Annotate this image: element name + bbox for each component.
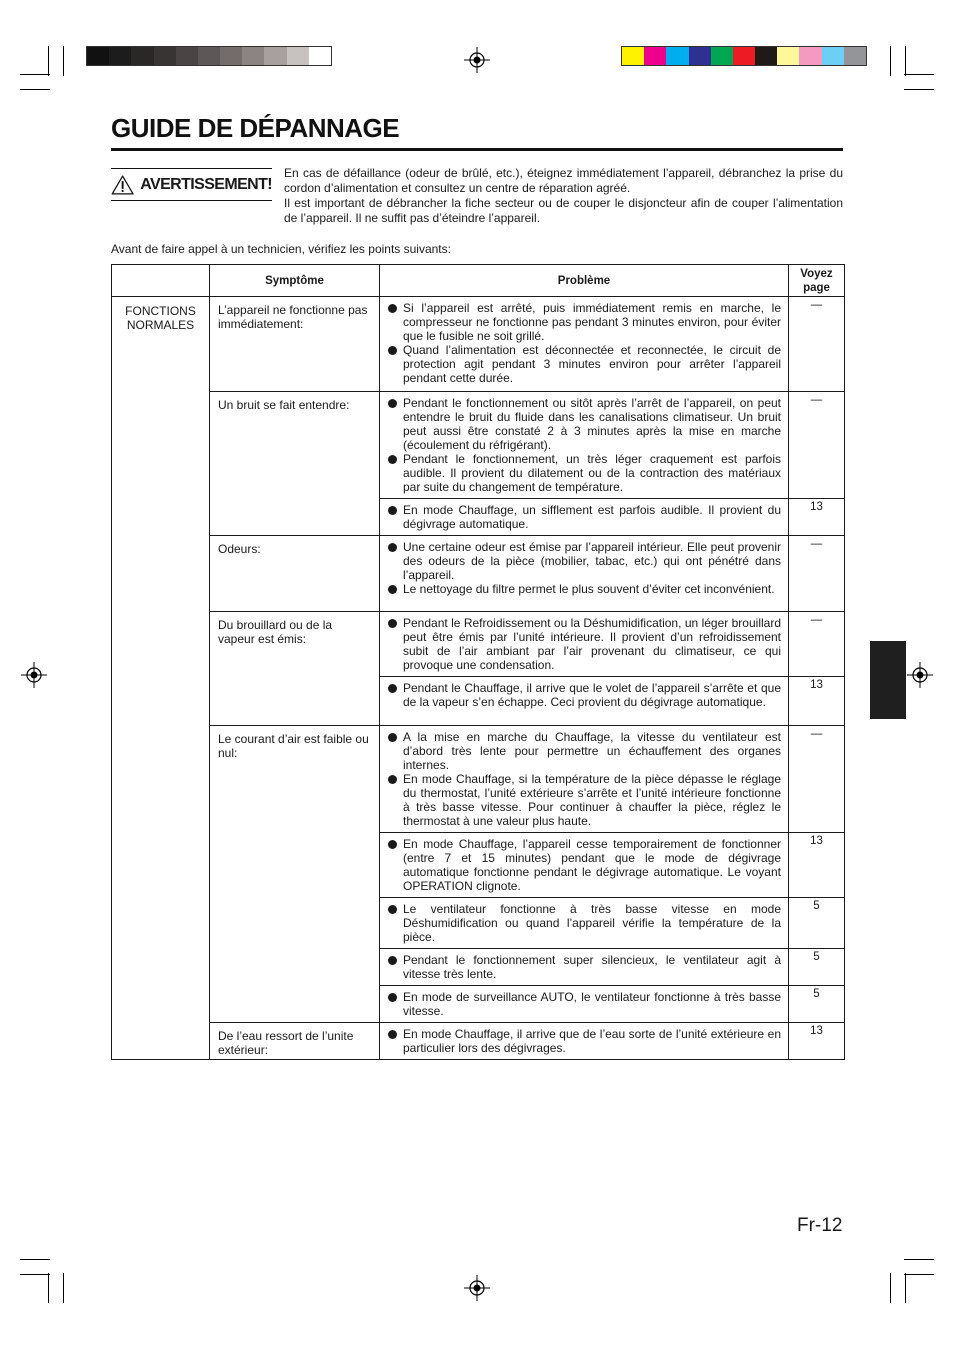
gray-swatch bbox=[220, 47, 242, 65]
problem-cell bbox=[380, 499, 789, 536]
registration-mark-icon bbox=[464, 1275, 490, 1301]
bullet-text: Quand l’alimentation est déconnectée et reconnectée, le circuit de protection agit pendant 3 minutes environ pour arrêter l’appareil pendant cette durée. bbox=[403, 343, 781, 385]
bullet-text: Pendant le fonctionnement super silencieux, le ventilateur agit à vitesse très lente. bbox=[403, 953, 781, 981]
section-tab bbox=[870, 641, 906, 719]
page-cell: — bbox=[789, 392, 845, 499]
color-swatch bbox=[733, 47, 755, 65]
color-swatch bbox=[689, 47, 711, 65]
bullet-icon bbox=[388, 304, 397, 313]
gray-swatch bbox=[176, 47, 198, 65]
color-swatch bbox=[844, 47, 866, 65]
cmyk-color-bar bbox=[621, 46, 867, 66]
page-cell: — bbox=[789, 297, 845, 392]
table-header-row bbox=[112, 265, 845, 297]
title-rule bbox=[111, 148, 843, 151]
gray-swatch bbox=[154, 47, 176, 65]
color-swatch bbox=[644, 47, 666, 65]
bullet-icon bbox=[388, 775, 397, 784]
problem-bullet bbox=[388, 396, 781, 452]
bullet-text: En mode Chauffage, il arrive que de l’eau sorte de l’unité extérieure en particulier lors des dégivrages. bbox=[403, 1027, 781, 1055]
problem-cell bbox=[380, 833, 789, 898]
bullet-icon bbox=[388, 455, 397, 464]
table-row bbox=[112, 392, 845, 499]
color-swatch bbox=[822, 47, 844, 65]
warning-paragraph: En cas de défaillance (odeur de brûlé, etc.), éteignez immédiatement l’appareil, débranchez la prise du cordon d’alimentation et consultez un centre de réparation agréé. bbox=[284, 166, 843, 195]
problem-bullet bbox=[388, 343, 781, 385]
symptom-cell: Odeurs: bbox=[210, 536, 380, 612]
page-cell: 5 bbox=[789, 949, 845, 986]
bullet-text: En mode Chauffage, si la température de la pièce dépasse le réglage du thermostat, l’unité extérieure s’arrête et l’unité intérieure fonctionne à très basse vitesse. Pour continuer à chauffer la pièce, réglez le thermostat à une valeur plus haute. bbox=[403, 772, 781, 828]
symptom-cell: L’appareil ne fonctionne pas immédiatement: bbox=[210, 297, 380, 392]
bullet-text: Si l’appareil est arrêté, puis immédiatement remis en marche, le compresseur ne fonctionne pas pendant 3 minutes environ, pour éviter que le fusible ne soit grillé. bbox=[403, 301, 781, 343]
problem-bullet bbox=[388, 990, 781, 1018]
table-row bbox=[112, 297, 845, 392]
bullet-text: En mode Chauffage, l’appareil cesse temporairement de fonctionner (entre 7 et 15 minutes) pendant que le mode de dégivrage automatique fonctionne pendant le dégivrage automatique. Le voyant OPERATION clignote. bbox=[403, 837, 781, 893]
color-swatch bbox=[711, 47, 733, 65]
bullet-icon bbox=[388, 346, 397, 355]
problem-cell bbox=[380, 898, 789, 949]
symptom-cell: Le courant d’air est faible ou nul: bbox=[210, 726, 380, 1023]
registration-mark-icon bbox=[21, 662, 47, 688]
page-cell: 5 bbox=[789, 986, 845, 1023]
table-row bbox=[112, 726, 845, 833]
gray-swatch bbox=[109, 47, 131, 65]
gray-swatch bbox=[242, 47, 264, 65]
problem-bullet bbox=[388, 681, 781, 709]
bullet-text: A la mise en marche du Chauffage, la vitesse du ventilateur est d’abord très lente pour permettre un échauffement des organes internes. bbox=[403, 730, 781, 772]
page-cell: 13 bbox=[789, 677, 845, 726]
bullet-text: Le ventilateur fonctionne à très basse vitesse en mode Déshumidification ou quand l’appareil vérifie la température de la pièce. bbox=[403, 902, 781, 944]
gray-swatch bbox=[309, 47, 331, 65]
page-cell: — bbox=[789, 726, 845, 833]
page-cell: 5 bbox=[789, 898, 845, 949]
problem-bullet bbox=[388, 1027, 781, 1055]
problem-bullet bbox=[388, 301, 781, 343]
category-label: FONCTIONS NORMALES bbox=[125, 304, 196, 332]
table-row bbox=[112, 536, 845, 612]
problem-cell bbox=[380, 612, 789, 677]
warning-text bbox=[284, 166, 843, 226]
problem-bullet bbox=[388, 452, 781, 494]
bullet-icon bbox=[388, 733, 397, 742]
problem-cell bbox=[380, 726, 789, 833]
color-swatch bbox=[666, 47, 688, 65]
bullet-text: En mode Chauffage, un sifflement est parfois audible. Il provient du dégivrage automatique. bbox=[403, 503, 781, 531]
problem-cell bbox=[380, 677, 789, 726]
header-symptom: Symptôme bbox=[210, 265, 380, 297]
color-swatch bbox=[755, 47, 777, 65]
gray-swatch bbox=[287, 47, 309, 65]
header-category bbox=[112, 265, 210, 297]
problem-cell bbox=[380, 949, 789, 986]
color-swatch bbox=[622, 47, 644, 65]
bullet-icon bbox=[388, 956, 397, 965]
symptom-cell: De l’eau ressort de l’unite extérieur: bbox=[210, 1023, 380, 1060]
problem-bullet bbox=[388, 582, 781, 596]
problem-bullet bbox=[388, 730, 781, 772]
bullet-text: Pendant le fonctionnement, un très léger craquement est parfois audible. Il provient du dilatement ou de la contraction des matériaux par suite du changement de température. bbox=[403, 452, 781, 494]
page-title: GUIDE DE DÉPANNAGE bbox=[111, 113, 400, 143]
page-cell: 13 bbox=[789, 1023, 845, 1060]
bullet-text: En mode de surveillance AUTO, le ventilateur fonctionne à très basse vitesse. bbox=[403, 990, 781, 1018]
bullet-text: Une certaine odeur est émise par l’appareil intérieur. Elle peut provenir des odeurs de la pièce (mobilier, tabac, etc.) qui ont pénétré dans l’appareil. bbox=[403, 540, 781, 582]
symptom-cell: Du brouillard ou de la vapeur est émis: bbox=[210, 612, 380, 726]
problem-bullet bbox=[388, 503, 781, 531]
bullet-icon bbox=[388, 840, 397, 849]
gray-swatch bbox=[131, 47, 153, 65]
page-number: Fr-12 bbox=[797, 1215, 843, 1236]
bullet-icon bbox=[388, 543, 397, 552]
problem-bullet bbox=[388, 772, 781, 828]
bullet-icon bbox=[388, 585, 397, 594]
warning-triangle-icon bbox=[111, 172, 134, 198]
category-cell bbox=[112, 297, 210, 1060]
page-cell: 13 bbox=[789, 833, 845, 898]
problem-bullet bbox=[388, 616, 781, 672]
header-problem: Problème bbox=[380, 265, 789, 297]
grayscale-color-bar bbox=[86, 46, 332, 66]
problem-cell bbox=[380, 1023, 789, 1060]
problem-cell bbox=[380, 536, 789, 612]
page-cell: — bbox=[789, 612, 845, 677]
bullet-icon bbox=[388, 506, 397, 515]
bullet-icon bbox=[388, 684, 397, 693]
color-swatch bbox=[777, 47, 799, 65]
gray-swatch bbox=[198, 47, 220, 65]
bullet-icon bbox=[388, 399, 397, 408]
symptom-cell: Un bruit se fait entendre: bbox=[210, 392, 380, 536]
problem-bullet bbox=[388, 540, 781, 582]
warning-box bbox=[111, 168, 272, 201]
problem-bullet bbox=[388, 837, 781, 893]
troubleshooting-table bbox=[111, 264, 845, 1060]
page-cell: 13 bbox=[789, 499, 845, 536]
bullet-icon bbox=[388, 993, 397, 1002]
bullet-text: Le nettoyage du filtre permet le plus souvent d’éviter cet inconvénient. bbox=[403, 582, 775, 596]
registration-mark-icon bbox=[464, 47, 490, 73]
bullet-text: Pendant le Refroidissement ou la Déshumidification, un léger brouillard peut être émis par l’unité intérieure. Il provient d’un refroidissement subit de l’air ambiant par l’air provenant du climatiseur, ce qui provoque une condensation. bbox=[403, 616, 781, 672]
bullet-text: Pendant le Chauffage, il arrive que le volet de l’appareil s’arrête et que de la vapeur s’en échappe. Ceci provient du dégivrage automatique. bbox=[403, 681, 781, 709]
color-swatch bbox=[799, 47, 821, 65]
bullet-icon bbox=[388, 905, 397, 914]
table-row bbox=[112, 612, 845, 677]
problem-bullet bbox=[388, 902, 781, 944]
warning-paragraph: Il est important de débrancher la fiche secteur ou de couper le disjoncteur afin de couper l’alimentation de l’appareil. Il ne suffit pas d’éteindre l’appareil. bbox=[284, 196, 843, 225]
warning-label: AVERTISSEMENT! bbox=[140, 175, 272, 193]
page-cell: — bbox=[789, 536, 845, 612]
registration-mark-icon bbox=[907, 662, 933, 688]
bullet-icon bbox=[388, 619, 397, 628]
problem-cell bbox=[380, 392, 789, 499]
bullet-text: Pendant le fonctionnement ou sitôt après l’arrêt de l’appareil, on peut entendre le bruit du fluide dans les canalisations climatiseur. Un bruit peut aussi être constaté 2 à 3 minutes après la mise en marche (écoulement du réfrigérant). bbox=[403, 396, 781, 452]
gray-swatch bbox=[264, 47, 286, 65]
table-row bbox=[112, 1023, 845, 1060]
problem-cell bbox=[380, 986, 789, 1023]
bullet-icon bbox=[388, 1030, 397, 1039]
problem-cell bbox=[380, 297, 789, 392]
intro-text: Avant de faire appel à un technicien, vérifiez les points suivants: bbox=[111, 242, 451, 256]
gray-swatch bbox=[87, 47, 109, 65]
header-page: Voyez page bbox=[789, 265, 845, 297]
problem-bullet bbox=[388, 953, 781, 981]
